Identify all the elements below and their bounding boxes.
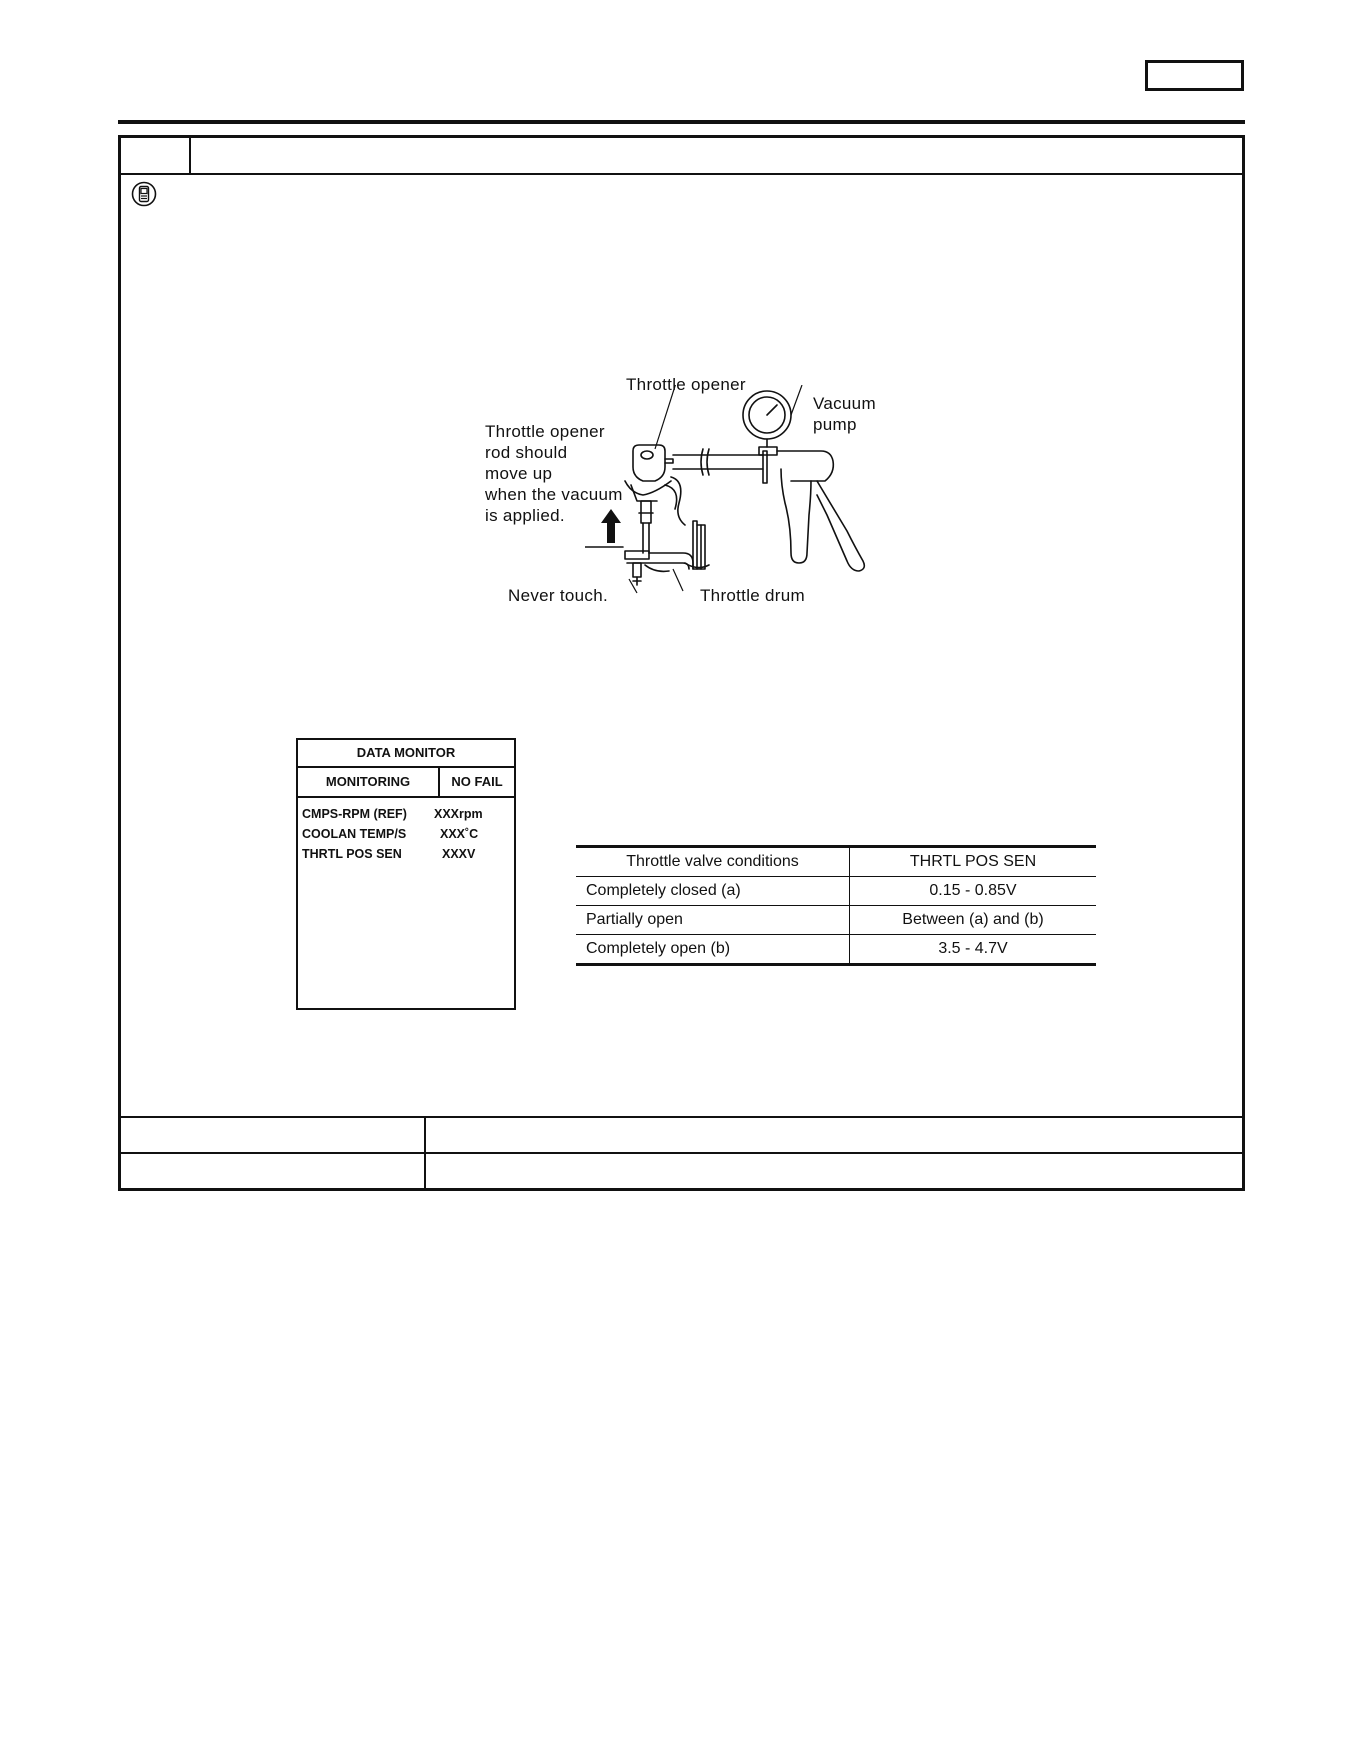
label-rod-note: Throttle opener rod should move up when the vacuum is applied. xyxy=(485,422,623,525)
value-cell: 3.5 - 4.7V xyxy=(938,940,1008,957)
condition-cell: Completely open (b) xyxy=(576,935,850,965)
condition-cell: Partially open xyxy=(576,906,850,935)
label-throttle-drum: Throttle drum xyxy=(700,586,805,605)
monitor-item-value: XXXV xyxy=(442,847,476,861)
data-monitor-screen xyxy=(296,738,516,1010)
data-monitor-title: DATA MONITOR xyxy=(298,740,514,768)
label-vacuum-pump: Vacuum pump xyxy=(813,394,876,434)
frame-footer-divider-1 xyxy=(118,1116,1245,1118)
monitor-item-value: XXX˚C xyxy=(440,827,479,841)
condition-cell: Completely closed (a) xyxy=(576,877,850,906)
table-row xyxy=(576,877,1096,906)
label-never-touch: Never touch. xyxy=(508,586,608,605)
header-rule xyxy=(118,120,1245,124)
frame-footer-column-divider xyxy=(424,1116,426,1188)
page-number-box xyxy=(1145,60,1244,91)
monitor-item-name: THRTL POS SEN xyxy=(302,847,402,861)
no-fail-label: NO FAIL xyxy=(451,774,503,789)
frame-step-divider xyxy=(189,135,191,174)
data-monitor-rows xyxy=(298,798,514,864)
monitor-row xyxy=(302,824,510,844)
monitor-row xyxy=(302,804,510,824)
consult-tool-icon xyxy=(131,181,157,207)
monitor-item-value: XXXrpm xyxy=(434,807,483,821)
monitoring-label: MONITORING xyxy=(298,768,440,796)
frame-header-divider xyxy=(118,173,1245,175)
throttle-position-spec-table xyxy=(576,845,1096,966)
value-cell: Between (a) and (b) xyxy=(902,911,1044,928)
label-throttle-opener: Throttle opener xyxy=(626,375,746,394)
procedure-frame xyxy=(118,135,1245,1191)
monitor-row xyxy=(302,844,510,864)
data-monitor-header xyxy=(298,768,514,798)
table-header-row xyxy=(576,847,1096,877)
column-header-thrtl-pos-sen: THRTL POS SEN xyxy=(909,853,1037,870)
monitor-item-name: COOLAN TEMP/S xyxy=(302,827,407,841)
column-header-conditions: Throttle valve conditions xyxy=(576,847,850,877)
table-row xyxy=(576,935,1096,965)
value-cell: 0.15 - 0.85V xyxy=(929,882,1017,899)
monitor-item-name: CMPS-RPM (REF) xyxy=(302,807,407,821)
table-row xyxy=(576,906,1096,935)
frame-footer-divider-2 xyxy=(118,1152,1245,1154)
